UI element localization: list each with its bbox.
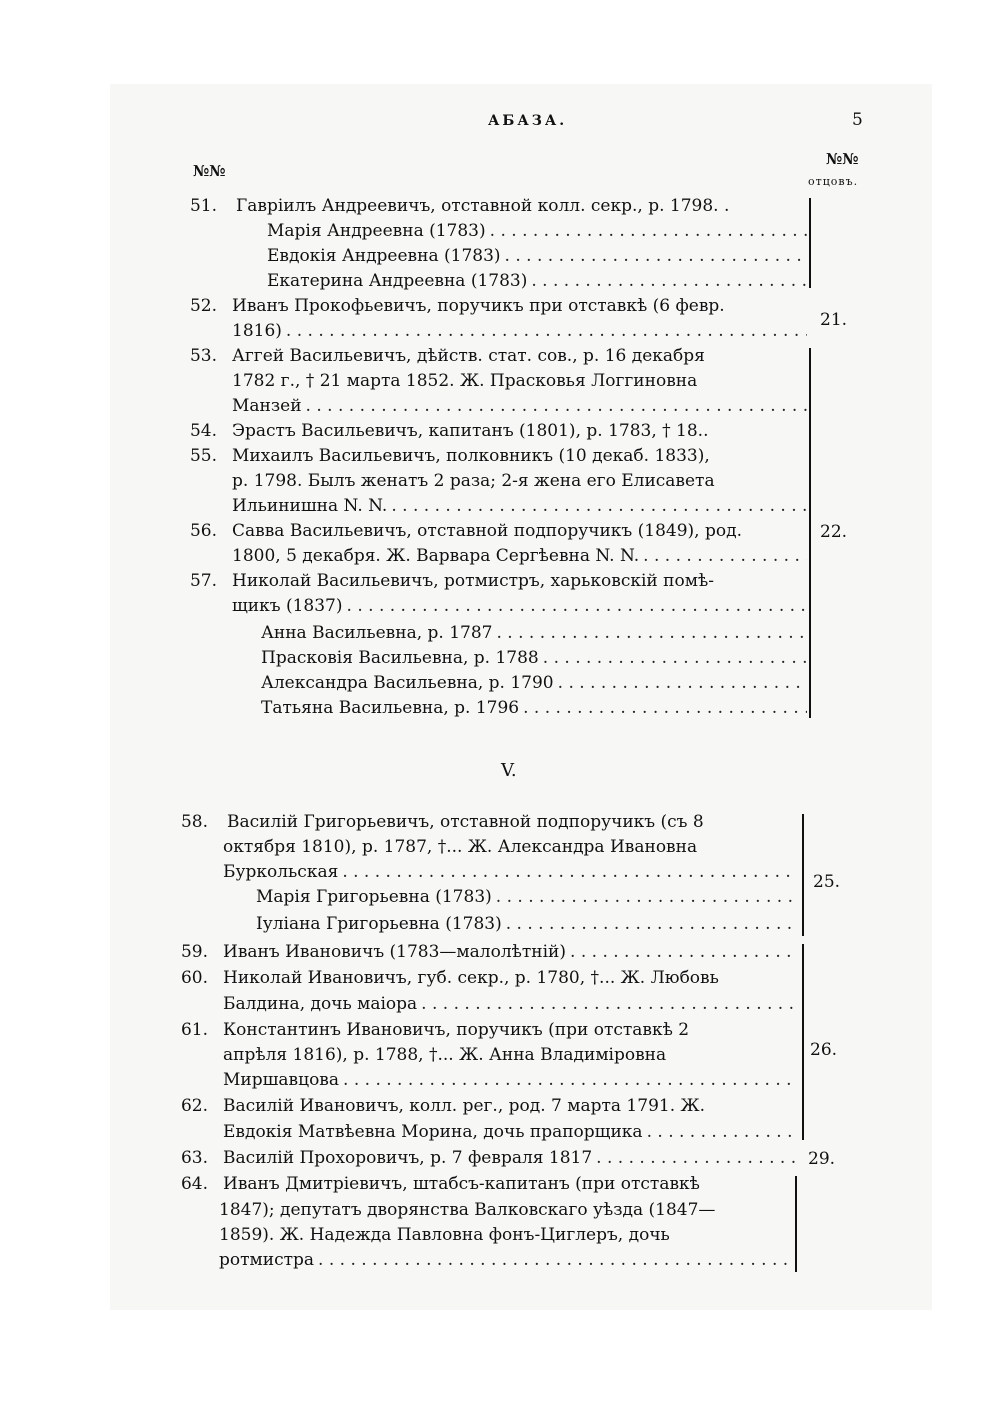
entry-text: Савва Васильевичъ, отставной подпоручикъ (1849), род.	[232, 521, 742, 541]
entry-text: 1847); депутатъ дворянства Валковскаго уѣзда (1847—	[219, 1200, 716, 1220]
page-number: 5	[852, 110, 863, 130]
entry-text: Эрастъ Васильевичъ, капитанъ (1801), р. 1783, † 18..	[232, 421, 709, 441]
entry-number: 57.	[189, 571, 217, 591]
entry-number: 61.	[180, 1020, 208, 1040]
entry-text: Василій Прохоровичъ, р. 7 февраля 1817 . . .	[223, 1146, 795, 1170]
page-title: АБАЗА.	[488, 113, 568, 129]
entry-text: Николай Васильевичъ, ротмистръ, харьковскій помѣ-	[232, 571, 714, 591]
entry-number: 56.	[189, 521, 217, 541]
entry-number: 53.	[189, 346, 217, 366]
entry-text: Евдокія Матвѣевна Морина, дочь прапорщика . . .	[223, 1120, 795, 1144]
bracket	[789, 1176, 797, 1272]
bracket	[803, 348, 811, 718]
entry-text: Василій Ивановичъ, колл. рег., род. 7 марта 1791. Ж.	[223, 1096, 706, 1116]
entry-text: Иванъ Прокофьевичъ, поручикъ при отставкѣ (6 февр.	[232, 296, 725, 316]
child-line: Прасковія Васильевна, р. 1788 . . .	[261, 646, 807, 670]
entry-text: Буркольская . . .	[223, 860, 795, 884]
bracket	[803, 198, 811, 288]
entry-text: Николай Ивановичъ, губ. секр., р. 1780, †... Ж. Любовь	[223, 968, 719, 988]
bracket	[796, 944, 804, 1140]
entry-text: Михаилъ Васильевичъ, полковникъ (10 декаб. 1833),	[232, 446, 710, 466]
column-label-numbers: №№	[193, 162, 226, 180]
father-ref: 21.	[820, 310, 848, 330]
entry-text: Балдина, дочь маіора . . .	[223, 992, 795, 1016]
entry-text: Иванъ Ивановичъ (1783—малолѣтній) . . .	[223, 940, 795, 964]
entry-text: щикъ (1837) . . .	[232, 594, 807, 618]
entry-text: Миршавцова . . .	[223, 1068, 795, 1092]
entry-text: 1782 г., † 21 марта 1852. Ж. Прасковья Логгиновна	[232, 371, 698, 391]
child-line: Екатерина Андреевна (1783) . . .	[267, 269, 807, 293]
entry-number: 51.	[189, 196, 217, 216]
bracket	[796, 814, 804, 936]
entry-number: 58.	[180, 812, 208, 832]
entry-text: Манзей . . .	[232, 394, 807, 418]
entry-text: апрѣля 1816), р. 1788, †... Ж. Анна Владиміровна	[223, 1045, 667, 1065]
child-line: Марія Андреевна (1783) . . .	[267, 219, 807, 243]
entry-text: 1859). Ж. Надежда Павловна фонъ-Циглеръ, дочь	[219, 1225, 670, 1245]
entry-number: 62.	[180, 1096, 208, 1116]
entry-number: 63.	[180, 1148, 208, 1168]
child-line: Марія Григорьевна (1783) . . .	[256, 885, 795, 909]
entry-text: Гавріилъ Андреевичъ, отставной колл. секр., р. 1798. .	[236, 196, 730, 216]
entry-text: Константинъ Ивановичъ, поручикъ (при отставкѣ 2	[223, 1020, 690, 1040]
entry-text: Ильинишна N. N. . . .	[232, 494, 807, 518]
child-line: Татьяна Васильевна, р. 1796 . . .	[261, 696, 807, 720]
entry-text: 1816) . . .	[232, 319, 807, 343]
child-line: Іуліана Григорьевна (1783) . . .	[256, 912, 795, 936]
father-ref: 22.	[820, 522, 848, 542]
father-ref: 29.	[808, 1149, 836, 1169]
child-line: Анна Васильевна, р. 1787 . . .	[261, 621, 807, 645]
entry-text: Иванъ Дмитріевичъ, штабсъ-капитанъ (при отставкѣ	[223, 1174, 700, 1194]
column-label-fathers: отцовъ.	[808, 175, 859, 188]
entry-text: р. 1798. Былъ женатъ 2 раза; 2-я жена его Елисавета	[232, 471, 715, 491]
child-line: Евдокія Андреевна (1783) . . .	[267, 244, 807, 268]
entry-number: 55.	[189, 446, 217, 466]
entry-number: 60.	[180, 968, 208, 988]
column-label-father-numbers: №№	[826, 150, 859, 168]
section-heading: V.	[501, 760, 517, 781]
entry-text: 1800, 5 декабря. Ж. Варвара Сергѣевна N. N. . . .	[232, 544, 807, 568]
entry-number: 64.	[180, 1174, 208, 1194]
entry-number: 54.	[189, 421, 217, 441]
child-line: Александра Васильевна, р. 1790 . . .	[261, 671, 807, 695]
entry-text: Аггей Васильевичъ, дѣйств. стат. сов., р. 16 декабря	[232, 346, 705, 366]
entry-text: октября 1810), р. 1787, †... Ж. Александра Ивановна	[223, 837, 698, 857]
entry-number: 52.	[189, 296, 217, 316]
entry-text: ротмистра . . .	[219, 1248, 788, 1272]
father-ref: 25.	[813, 872, 841, 892]
father-ref: 26.	[810, 1040, 838, 1060]
entry-number: 59.	[180, 942, 208, 962]
entry-text: Василій Григорьевичъ, отставной подпоручикъ (съ 8	[227, 812, 704, 832]
